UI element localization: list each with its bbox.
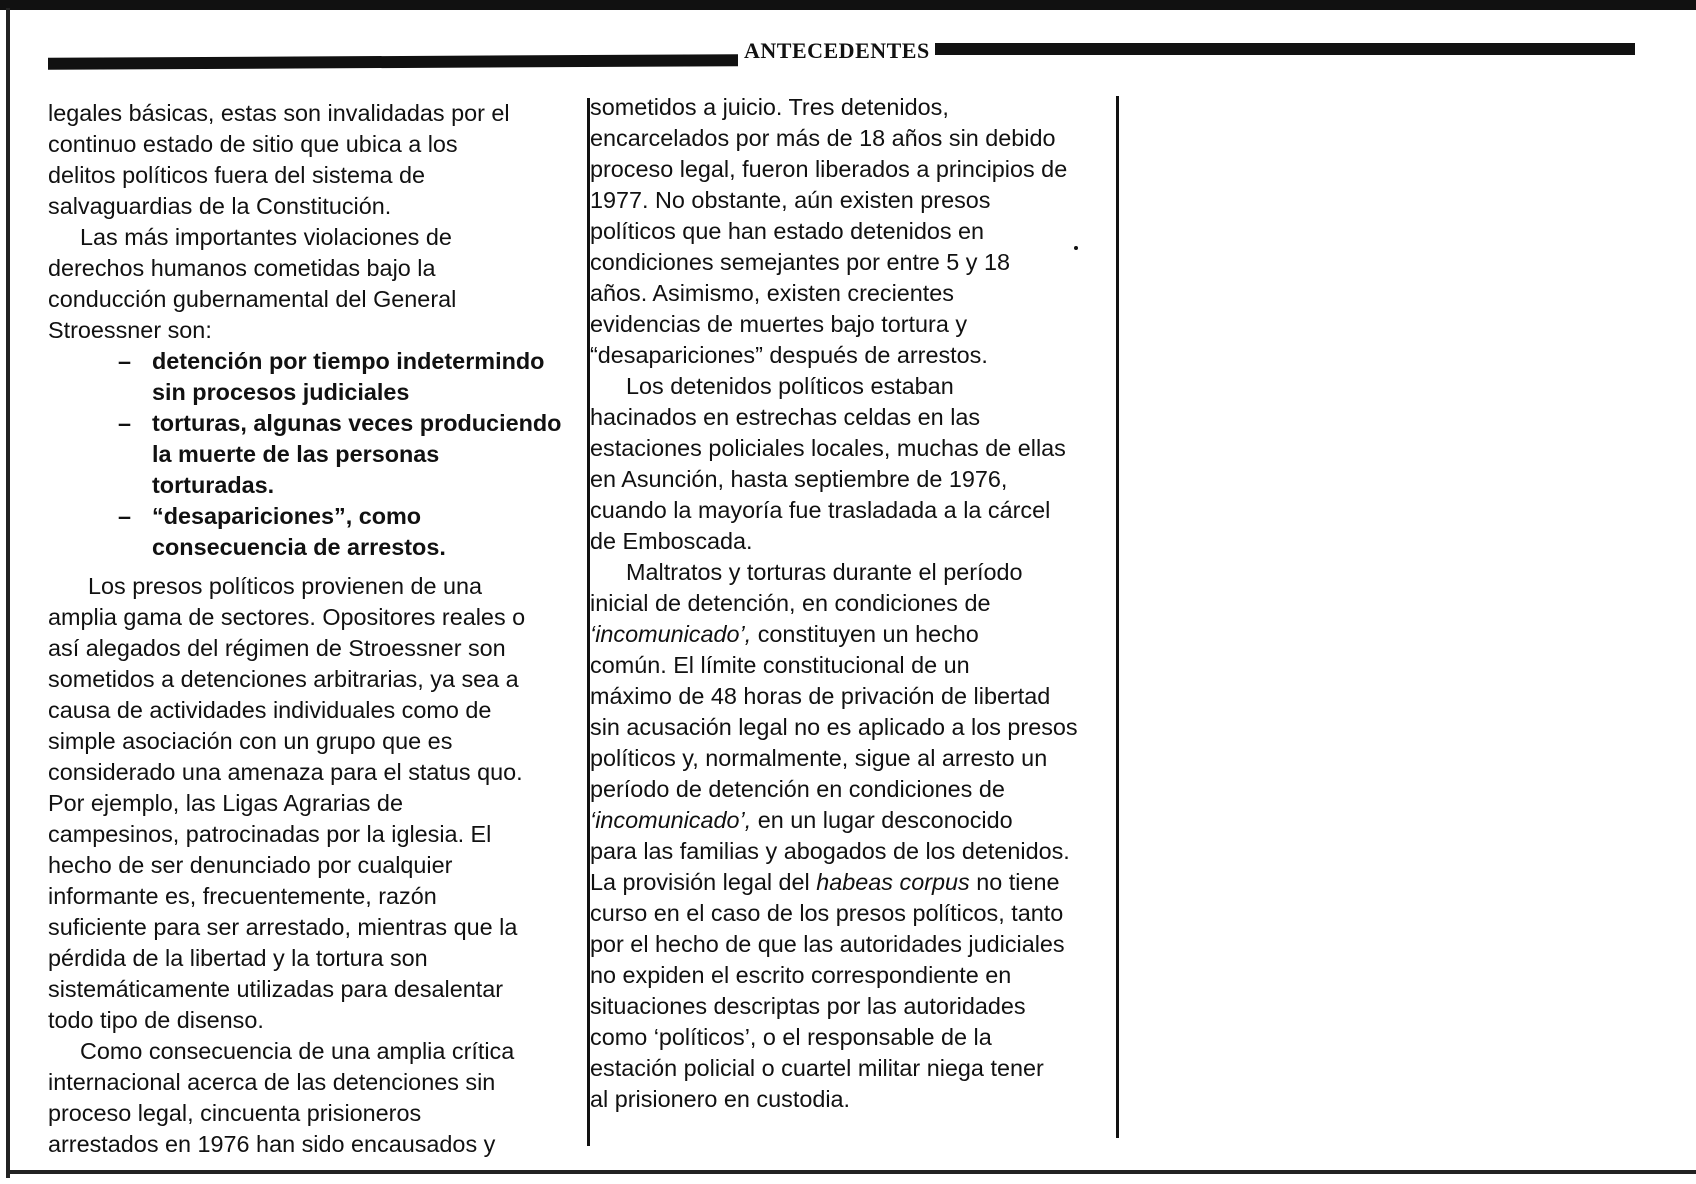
text-line: políticos y, normalmente, sigue al arresto un [590,745,1048,771]
text-line: estación policial o cuartel militar niega tener [590,1055,1044,1081]
text-line: campesinos, patrocinadas por la iglesia. El [48,821,492,847]
text-line: torturadas. [152,472,275,498]
text-line: máximo de 48 horas de privación de libertad [590,683,1051,709]
header-rule-right [935,43,1635,55]
text-line: proceso legal, fueron liberados a principios de [590,156,1068,182]
text-line [590,867,1110,898]
text-fragment: no tiene [969,869,1060,895]
text-line: inicial de detención, en condiciones de [590,590,991,616]
text-line: sin acusación legal no es aplicado a los presos [590,714,1078,740]
paragraph [590,557,1110,1115]
text-line: sometidos a detenciones arbitrarias, ya sea a [48,666,519,692]
italic-term: ‘incomunicado’, [590,807,752,833]
text-line: condiciones semejantes por entre 5 y 18 [590,249,1010,275]
text-line: considerado una amenaza para el status quo. [48,759,523,785]
text-line: sin procesos judiciales [152,379,410,405]
text-fragment: constituyen un hecho [751,621,979,647]
text-line [590,805,1110,836]
text-line: legales básicas, estas son invalidadas por el [48,100,510,126]
paragraph [48,1036,568,1160]
text-line: así alegados del régimen de Stroessner son [48,635,506,661]
paragraph [48,222,568,346]
text-line: amplia gama de sectores. Opositores reales o [48,604,526,630]
text-line: sistemáticamente utilizadas para desalentar [48,976,504,1002]
text-line: consecuencia de arrestos. [152,534,446,560]
text-line: común. El límite constitucional de un [590,652,970,678]
text-line: – detención por tiempo indetermindo [152,348,545,374]
text-line: delitos políticos fuera del sistema de [48,162,426,188]
paragraph [590,371,1110,557]
text-line: curso en el caso de los presos políticos, tanto [590,900,1064,926]
text-line: Stroessner son: [48,317,212,343]
text-line: causa de actividades individuales como de [48,697,492,723]
text-line: todo tipo de disenso. [48,1007,264,1033]
text-line: sometidos a juicio. Tres detenidos, [590,94,949,120]
page-border-bottom [10,1170,1696,1174]
text-line: informante es, frecuentemente, razón [48,883,437,909]
paragraph [48,98,568,222]
text-line: Maltratos y torturas durante el período [626,559,1023,585]
page-border-top [0,0,1696,10]
text-line: cuando la mayoría fue trasladada a la cárcel [590,497,1051,523]
text-line: período de detención en condiciones de [590,776,1005,802]
text-line: estaciones policiales locales, muchas de ellas [590,435,1066,461]
text-line: en Asunción, hasta septiembre de 1976, [590,466,1008,492]
text-line: derechos humanos cometidas bajo la [48,255,436,281]
text-fragment: La provisión legal del [590,869,817,895]
text-line: internacional acerca de las detenciones sin [48,1069,496,1095]
text-line: – “desapariciones”, como [152,503,422,529]
text-line: de Emboscada. [590,528,753,554]
left-column [48,98,568,1160]
text-line: – torturas, algunas veces produciendo [152,410,562,436]
text-line: pérdida de la libertad y la tortura son [48,945,428,971]
text-line: encarcelados por más de 18 años sin debido [590,125,1056,151]
text-line: la muerte de las personas [152,441,440,467]
text-line: suficiente para ser arrestado, mientras que la [48,914,518,940]
text-line: por el hecho de que las autoridades judiciales [590,931,1065,957]
text-line [590,619,1110,650]
text-line: al prisionero en custodia. [590,1086,851,1112]
middle-column [590,92,1110,1115]
text-line: continuo estado de sitio que ubica a los [48,131,458,157]
text-line: evidencias de muertes bajo tortura y [590,311,968,337]
list-item [118,408,568,501]
text-line: proceso legal, cincuenta prisioneros [48,1100,422,1126]
paragraph [590,92,1110,371]
list-item [118,346,568,408]
italic-term: ‘incomunicado’, [590,621,752,647]
list-item [118,501,568,563]
italic-term: habeas corpus [816,869,970,895]
text-line: Como consecuencia de una amplia crítica [80,1038,515,1064]
paragraph [48,571,568,1036]
text-line: situaciones descriptas por las autoridades [590,993,1026,1019]
header-rule-left [48,54,738,70]
text-line: no expiden el escrito correspondiente en [590,962,1012,988]
page-border-left [6,8,10,1178]
text-line: Las más importantes violaciones de [80,224,452,250]
text-line: para las familias y abogados de los detenidos. [590,838,1070,864]
text-line: “desapariciones” después de arrestos. [590,342,988,368]
text-line: hecho de ser denunciado por cualquier [48,852,453,878]
violations-list [48,346,568,563]
column-divider-2 [1116,96,1119,1138]
text-line: años. Asimismo, existen crecientes [590,280,955,306]
text-line: conducción gubernamental del General [48,286,457,312]
text-line: políticos que han estado detenidos en [590,218,985,244]
text-line: arrestados en 1976 han sido encausados y [48,1131,496,1157]
text-line: 1977. No obstante, aún existen presos [590,187,991,213]
text-line: salvaguardias de la Constitución. [48,193,392,219]
text-line: Por ejemplo, las Ligas Agrarias de [48,790,403,816]
text-line: Los presos políticos provienen de una [88,573,482,599]
section-title: ANTECEDENTES [744,38,930,63]
text-fragment: en un lugar desconocido [751,807,1013,833]
text-line: simple asociación con un grupo que es [48,728,453,754]
text-line: Los detenidos políticos estaban [626,373,954,399]
text-line: como ‘políticos’, o el responsable de la [590,1024,992,1050]
text-line: hacinados en estrechas celdas en las [590,404,981,430]
